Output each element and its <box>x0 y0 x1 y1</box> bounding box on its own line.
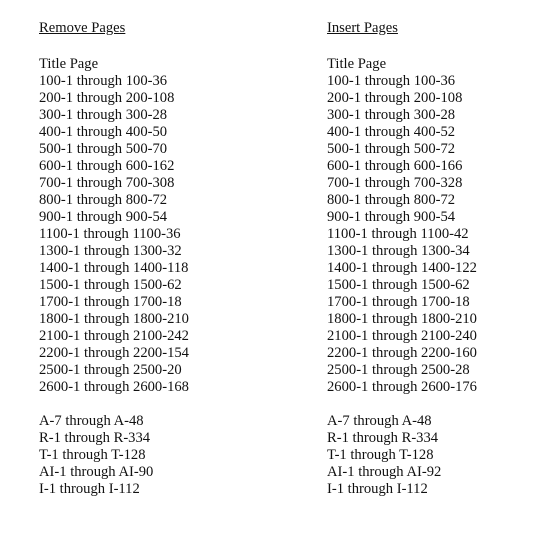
remove-page-range: 700-1 through 700-308 <box>39 175 175 191</box>
insert-appendix-range: AI-1 through AI-92 <box>327 464 442 480</box>
remove-appendix-range: I-1 through I-112 <box>39 481 140 497</box>
remove-pages-appendix-list <box>39 413 189 498</box>
remove-page-range: 900-1 through 900-54 <box>39 209 168 225</box>
remove-page-range: 1300-1 through 1300-32 <box>39 243 182 259</box>
remove-pages-column <box>39 20 189 498</box>
insert-pages-column <box>327 20 477 498</box>
insert-page-range: 200-1 through 200-108 <box>327 90 463 106</box>
insert-page-range: 2200-1 through 2200-160 <box>327 345 477 361</box>
remove-page-range: 1400-1 through 1400-118 <box>39 260 189 276</box>
remove-page-range: 500-1 through 500-70 <box>39 141 168 157</box>
insert-page-range: 1800-1 through 1800-210 <box>327 311 477 327</box>
insert-page-range: 600-1 through 600-166 <box>327 158 463 174</box>
insert-page-range: 2500-1 through 2500-28 <box>327 362 470 378</box>
remove-page-range: 800-1 through 800-72 <box>39 192 168 208</box>
remove-page-range: 1700-1 through 1700-18 <box>39 294 182 310</box>
insert-pages-main-list <box>327 56 477 396</box>
insert-page-range: 400-1 through 400-52 <box>327 124 456 140</box>
remove-appendix-range: T-1 through T-128 <box>39 447 146 463</box>
remove-page-range: 1800-1 through 1800-210 <box>39 311 189 327</box>
remove-page-range: 2100-1 through 2100-242 <box>39 328 189 344</box>
remove-page-range: 2500-1 through 2500-20 <box>39 362 182 378</box>
insert-page-range: 1100-1 through 1100-42 <box>327 226 469 242</box>
insert-pages-appendix-list <box>327 413 477 498</box>
insert-page-range: 2600-1 through 2600-176 <box>327 379 477 395</box>
remove-page-range: 1100-1 through 1100-36 <box>39 226 181 242</box>
remove-appendix-range: R-1 through R-334 <box>39 430 151 446</box>
remove-page-range: 2200-1 through 2200-154 <box>39 345 189 361</box>
insert-page-range: 300-1 through 300-28 <box>327 107 456 123</box>
insert-page-range: 700-1 through 700-328 <box>327 175 463 191</box>
remove-page-range: Title Page <box>39 56 99 72</box>
insert-page-range: 1400-1 through 1400-122 <box>327 260 477 276</box>
remove-pages-main-list <box>39 56 189 396</box>
remove-page-range: 200-1 through 200-108 <box>39 90 175 106</box>
insert-page-range: 100-1 through 100-36 <box>327 73 456 89</box>
remove-page-range: 2600-1 through 2600-168 <box>39 379 189 395</box>
insert-page-range: 1300-1 through 1300-34 <box>327 243 470 259</box>
remove-page-range: 100-1 through 100-36 <box>39 73 168 89</box>
insert-page-range: 2100-1 through 2100-240 <box>327 328 477 344</box>
insert-page-range: 900-1 through 900-54 <box>327 209 456 225</box>
insert-appendix-range: T-1 through T-128 <box>327 447 434 463</box>
insert-page-range: 1700-1 through 1700-18 <box>327 294 470 310</box>
remove-page-range: 1500-1 through 1500-62 <box>39 277 182 293</box>
remove-pages-heading: Remove Pages <box>39 20 126 36</box>
insert-pages-heading: Insert Pages <box>327 20 398 36</box>
insert-page-range: 800-1 through 800-72 <box>327 192 456 208</box>
remove-appendix-range: A-7 through A-48 <box>39 413 144 429</box>
insert-page-range: 500-1 through 500-72 <box>327 141 456 157</box>
remove-appendix-range: AI-1 through AI-90 <box>39 464 154 480</box>
remove-page-range: 300-1 through 300-28 <box>39 107 168 123</box>
insert-page-range: Title Page <box>327 56 387 72</box>
insert-appendix-range: R-1 through R-334 <box>327 430 439 446</box>
insert-appendix-range: I-1 through I-112 <box>327 481 428 497</box>
remove-page-range: 600-1 through 600-162 <box>39 158 175 174</box>
insert-page-range: 1500-1 through 1500-62 <box>327 277 470 293</box>
remove-page-range: 400-1 through 400-50 <box>39 124 168 140</box>
insert-appendix-range: A-7 through A-48 <box>327 413 432 429</box>
